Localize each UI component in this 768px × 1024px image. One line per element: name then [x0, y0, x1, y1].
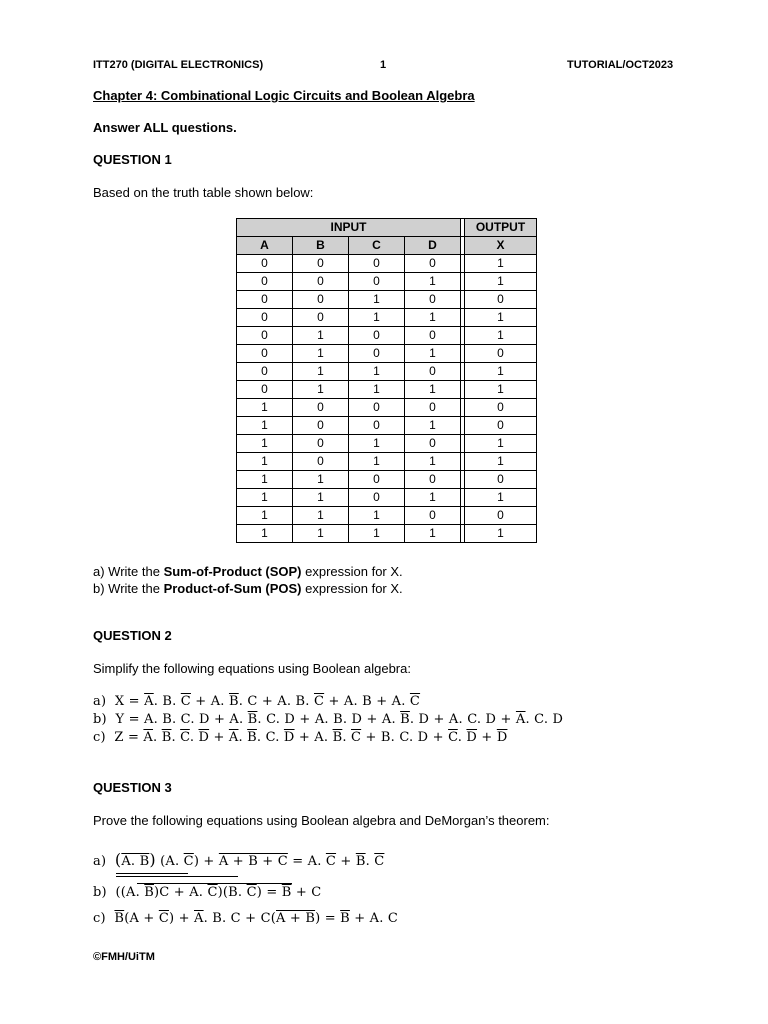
instruction: Answer ALL questions. — [93, 120, 237, 135]
question-2a-equation: a) $X = \overline{A}$. B. $\overline{C} + A$. $\overline{B}$. C + A. B. $\overline{C} + A$. B + A. $\overline{C}$ — [93, 694, 421, 709]
table-cell: 1 — [349, 309, 405, 327]
table-cell: 1 — [293, 489, 349, 507]
table-row — [237, 309, 537, 327]
header-course: ITT270 (DIGITAL ELECTRONICS) — [93, 59, 264, 71]
table-cell: 1 — [237, 435, 293, 453]
table-row — [237, 399, 537, 417]
table-row — [237, 471, 537, 489]
table-cell: 0 — [349, 489, 405, 507]
table-row — [237, 435, 537, 453]
table-cell: 0 — [293, 291, 349, 309]
header-page-number: 1 — [380, 59, 387, 71]
question-1-title: QUESTION 1 — [93, 152, 172, 167]
table-cell: 0 — [405, 327, 461, 345]
table-cell: 0 — [349, 327, 405, 345]
column-header-a: A — [237, 237, 293, 255]
table-cell: 0 — [465, 471, 537, 489]
question-1-parts — [93, 564, 403, 598]
table-cell: 1 — [237, 489, 293, 507]
table-cell: 1 — [349, 363, 405, 381]
table-row — [237, 363, 537, 381]
question-2b-equation: b) Y = A. B. C. D + A. $\overline{B}$. C. D + A. B. D + A. $\overline{B}$. D + A. C. $D + \overline{A}$. C. D — [93, 712, 564, 727]
table-row — [237, 507, 537, 525]
table-cell: 0 — [405, 255, 461, 273]
table-cell: 0 — [405, 471, 461, 489]
table-cell: 1 — [293, 507, 349, 525]
table-cell: 1 — [237, 453, 293, 471]
table-cell: 0 — [237, 345, 293, 363]
table-row — [237, 417, 537, 435]
table-cell: 1 — [465, 273, 537, 291]
table-cell: 0 — [237, 327, 293, 345]
truth-table-body — [237, 255, 537, 543]
table-cell: 0 — [293, 417, 349, 435]
table-cell: 0 — [465, 345, 537, 363]
table-cell: 1 — [405, 345, 461, 363]
table-cell: 0 — [349, 417, 405, 435]
table-cell: 0 — [405, 435, 461, 453]
question-2-title: QUESTION 2 — [93, 628, 172, 643]
table-cell: 0 — [293, 453, 349, 471]
table-row — [237, 489, 537, 507]
table-cell: 1 — [405, 453, 461, 471]
table-cell: 0 — [405, 507, 461, 525]
table-cell: 0 — [349, 399, 405, 417]
table-cell: 1 — [465, 435, 537, 453]
table-row — [237, 273, 537, 291]
table-cell: 0 — [237, 309, 293, 327]
table-row — [237, 255, 537, 273]
table-cell: 0 — [465, 507, 537, 525]
table-cell: 1 — [349, 507, 405, 525]
table-cell: 0 — [465, 399, 537, 417]
table-row — [237, 381, 537, 399]
question-3b-equation: b) ((A. $\overline{B})C + A$. $\overline{C})(B$. $\overline{C}) = \overline{B} + C$ — [93, 885, 322, 900]
question-3a-long-bar-1 — [116, 873, 188, 874]
question-3a-equation: a) (A. B) (A. $\overline{C}) + A + B + C = A$. $\overline{C} + \overline{B}$. $\overline{C}$ — [93, 850, 385, 869]
table-cell: 0 — [349, 345, 405, 363]
table-cell: 1 — [237, 471, 293, 489]
table-cell: 1 — [293, 381, 349, 399]
input-header: INPUT — [237, 219, 461, 237]
table-cell: 1 — [237, 399, 293, 417]
table-cell: 1 — [465, 381, 537, 399]
column-header-c: C — [349, 237, 405, 255]
table-cell: 1 — [405, 309, 461, 327]
table-cell: 0 — [293, 309, 349, 327]
table-cell: 1 — [293, 327, 349, 345]
question-3-intro: Prove the following equations using Boolean algebra and DeMorgan’s theorem: — [93, 813, 550, 828]
table-cell: 0 — [293, 255, 349, 273]
table-cell: 1 — [465, 363, 537, 381]
table-cell: 1 — [465, 489, 537, 507]
table-cell: 1 — [465, 327, 537, 345]
table-cell: 1 — [293, 363, 349, 381]
table-row — [237, 525, 537, 543]
question-1-intro: Based on the truth table shown below: — [93, 185, 314, 200]
table-cell: 1 — [349, 381, 405, 399]
table-cell: 0 — [293, 435, 349, 453]
question-2-intro: Simplify the following equations using Boolean algebra: — [93, 661, 411, 676]
table-cell: 1 — [465, 255, 537, 273]
column-header-x: X — [465, 237, 537, 255]
truth-table — [236, 218, 537, 543]
table-cell: 1 — [405, 525, 461, 543]
table-cell: 1 — [293, 345, 349, 363]
table-cell: 0 — [237, 273, 293, 291]
table-cell: 1 — [349, 291, 405, 309]
table-cell: 0 — [237, 363, 293, 381]
output-header: OUTPUT — [465, 219, 537, 237]
table-cell: 1 — [293, 471, 349, 489]
table-cell: 0 — [405, 291, 461, 309]
table-row — [237, 327, 537, 345]
table-cell: 0 — [405, 399, 461, 417]
question-3c-equation: c) $\overline{B}(A + \overline{C}) + \overline{A}$. B. $C + C(A + B) = \overline{B} + A$. C — [93, 911, 399, 926]
table-cell: 1 — [349, 525, 405, 543]
question-1b: b) Write the Product-of-Sum (POS) expression for X. — [93, 581, 403, 596]
question-2c-equation: c) $Z = \overline{A}$. $\overline{B}$. $\overline{C}$. $\overline{D} + \overline{A}$. $\overline{B}$. C. $\overline{D} + A$. $\overline{B}$. $\overline{C} + B$. C. $D + \overline{C}$. $\overline{D} + \overline{D}$ — [93, 730, 508, 745]
table-cell: 1 — [293, 525, 349, 543]
table-cell: 1 — [465, 525, 537, 543]
question-3-title: QUESTION 3 — [93, 780, 172, 795]
table-cell: 1 — [237, 525, 293, 543]
footer-copyright: ©FMH/UiTM — [93, 951, 155, 963]
table-cell: 1 — [465, 453, 537, 471]
table-row — [237, 345, 537, 363]
table-cell: 0 — [405, 363, 461, 381]
table-cell: 0 — [349, 255, 405, 273]
table-row — [237, 453, 537, 471]
header-term: TUTORIAL/OCT2023 — [567, 59, 674, 71]
table-cell: 1 — [405, 489, 461, 507]
table-cell: 0 — [237, 291, 293, 309]
table-cell: 0 — [349, 273, 405, 291]
table-cell: 1 — [349, 453, 405, 471]
column-header-d: D — [405, 237, 461, 255]
table-cell: 0 — [237, 381, 293, 399]
table-cell: 1 — [237, 507, 293, 525]
table-cell: 1 — [405, 273, 461, 291]
question-3a-long-bar-2 — [116, 876, 238, 877]
table-cell: 1 — [349, 435, 405, 453]
table-cell: 0 — [293, 273, 349, 291]
column-header-b: B — [293, 237, 349, 255]
question-3b-long-bar — [137, 883, 292, 884]
table-cell: 1 — [405, 417, 461, 435]
table-cell: 1 — [405, 381, 461, 399]
table-cell: 0 — [349, 471, 405, 489]
table-row — [237, 291, 537, 309]
chapter-title: Chapter 4: Combinational Logic Circuits and Boolean Algebra — [93, 88, 475, 103]
table-cell: 0 — [465, 417, 537, 435]
table-cell: 0 — [293, 399, 349, 417]
table-cell: 0 — [465, 291, 537, 309]
question-1a: a) Write the Sum-of-Product (SOP) expression for X. — [93, 564, 403, 579]
table-cell: 0 — [237, 255, 293, 273]
table-cell: 1 — [237, 417, 293, 435]
table-cell: 1 — [465, 309, 537, 327]
